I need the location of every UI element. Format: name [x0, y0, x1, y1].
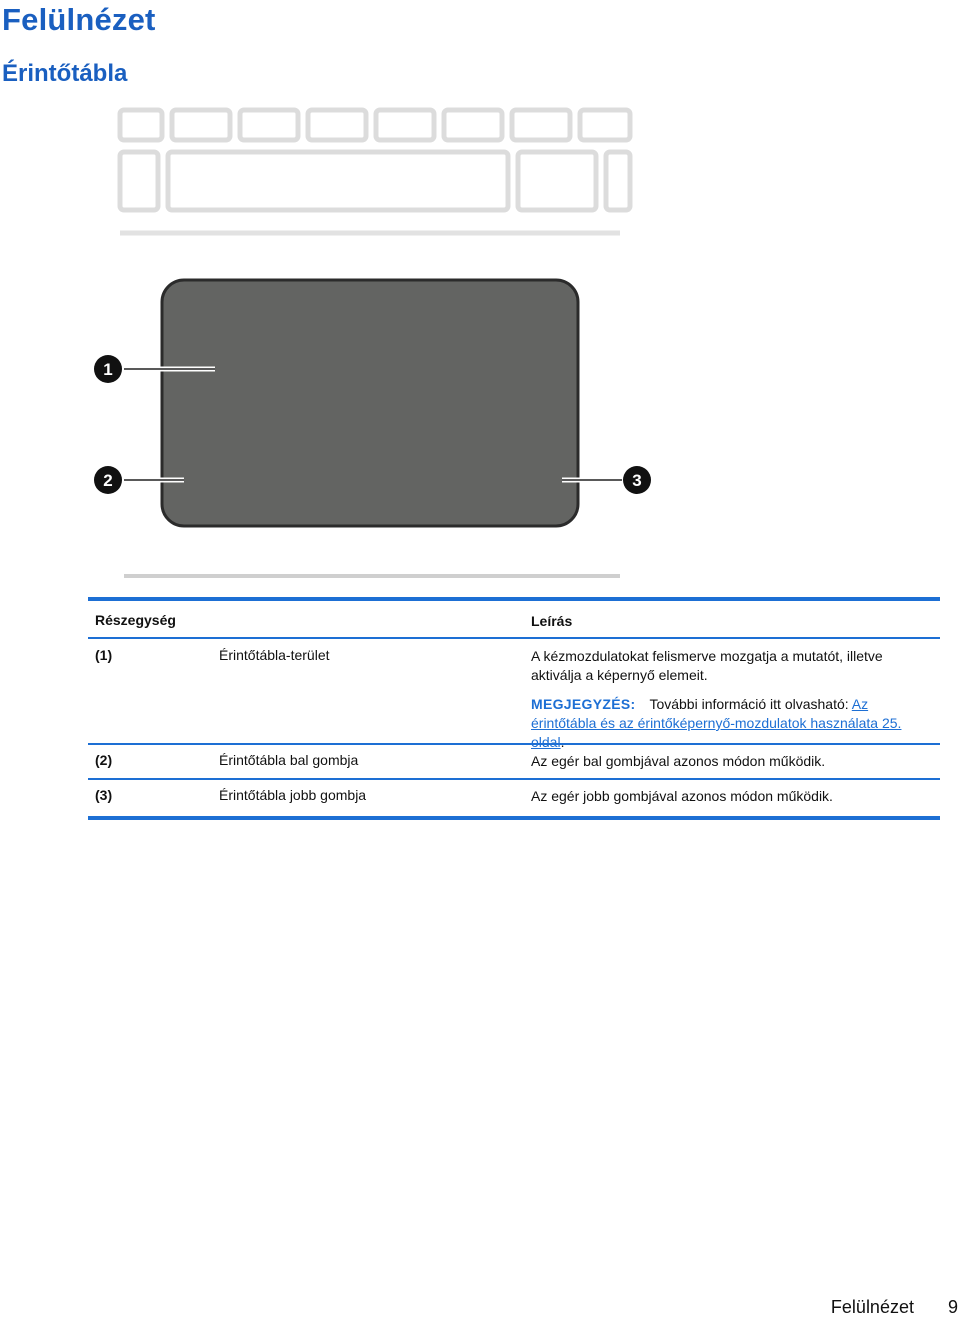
touchpad-area — [162, 280, 578, 526]
callout-2: 2 — [103, 471, 113, 490]
row-number: (1) — [95, 647, 113, 663]
row-description: Az egér bal gombjával azonos módon működik. — [531, 753, 826, 769]
header-component: Részegység — [95, 612, 176, 628]
note-label: MEGJEGYZÉS: — [531, 696, 636, 712]
note — [531, 695, 936, 752]
row-component: Érintőtábla-terület — [219, 647, 330, 663]
header-description: Leírás — [531, 613, 573, 629]
footer-section: Felülnézet — [830, 1297, 914, 1317]
page-heading: Felülnézet — [2, 2, 156, 37]
row-description: Az egér jobb gombjával azonos módon működik. — [531, 788, 833, 804]
page-footer — [831, 1297, 958, 1318]
table-row — [88, 639, 940, 750]
row-description — [531, 647, 936, 752]
note-end: . — [560, 734, 565, 750]
row-component: Érintőtábla jobb gombja — [219, 787, 367, 803]
row-number: (3) — [95, 787, 113, 803]
keyboard-keys — [120, 110, 630, 210]
description-text: A kézmozdulatokat felismerve mozgatja a mutatót, illetve aktiválja a képernyő elemeit. — [531, 648, 883, 683]
note-text: További információ itt olvasható: — [649, 696, 852, 712]
table-header — [88, 601, 940, 639]
section-heading: Érintőtábla — [2, 60, 128, 87]
callout-3: 3 — [632, 471, 642, 490]
component-table — [88, 597, 940, 820]
table-row — [88, 745, 940, 780]
touchpad-gestures-link[interactable]: Az érintőtábla és az érintőképernyő-mozdulatok használata 25. oldal — [531, 696, 902, 750]
touchpad-illustration — [80, 100, 680, 590]
row-number: (2) — [95, 752, 113, 768]
page-number: 9 — [947, 1297, 958, 1317]
callout-1: 1 — [103, 360, 113, 379]
table-row — [88, 780, 940, 820]
row-component: Érintőtábla bal gombja — [219, 752, 359, 768]
